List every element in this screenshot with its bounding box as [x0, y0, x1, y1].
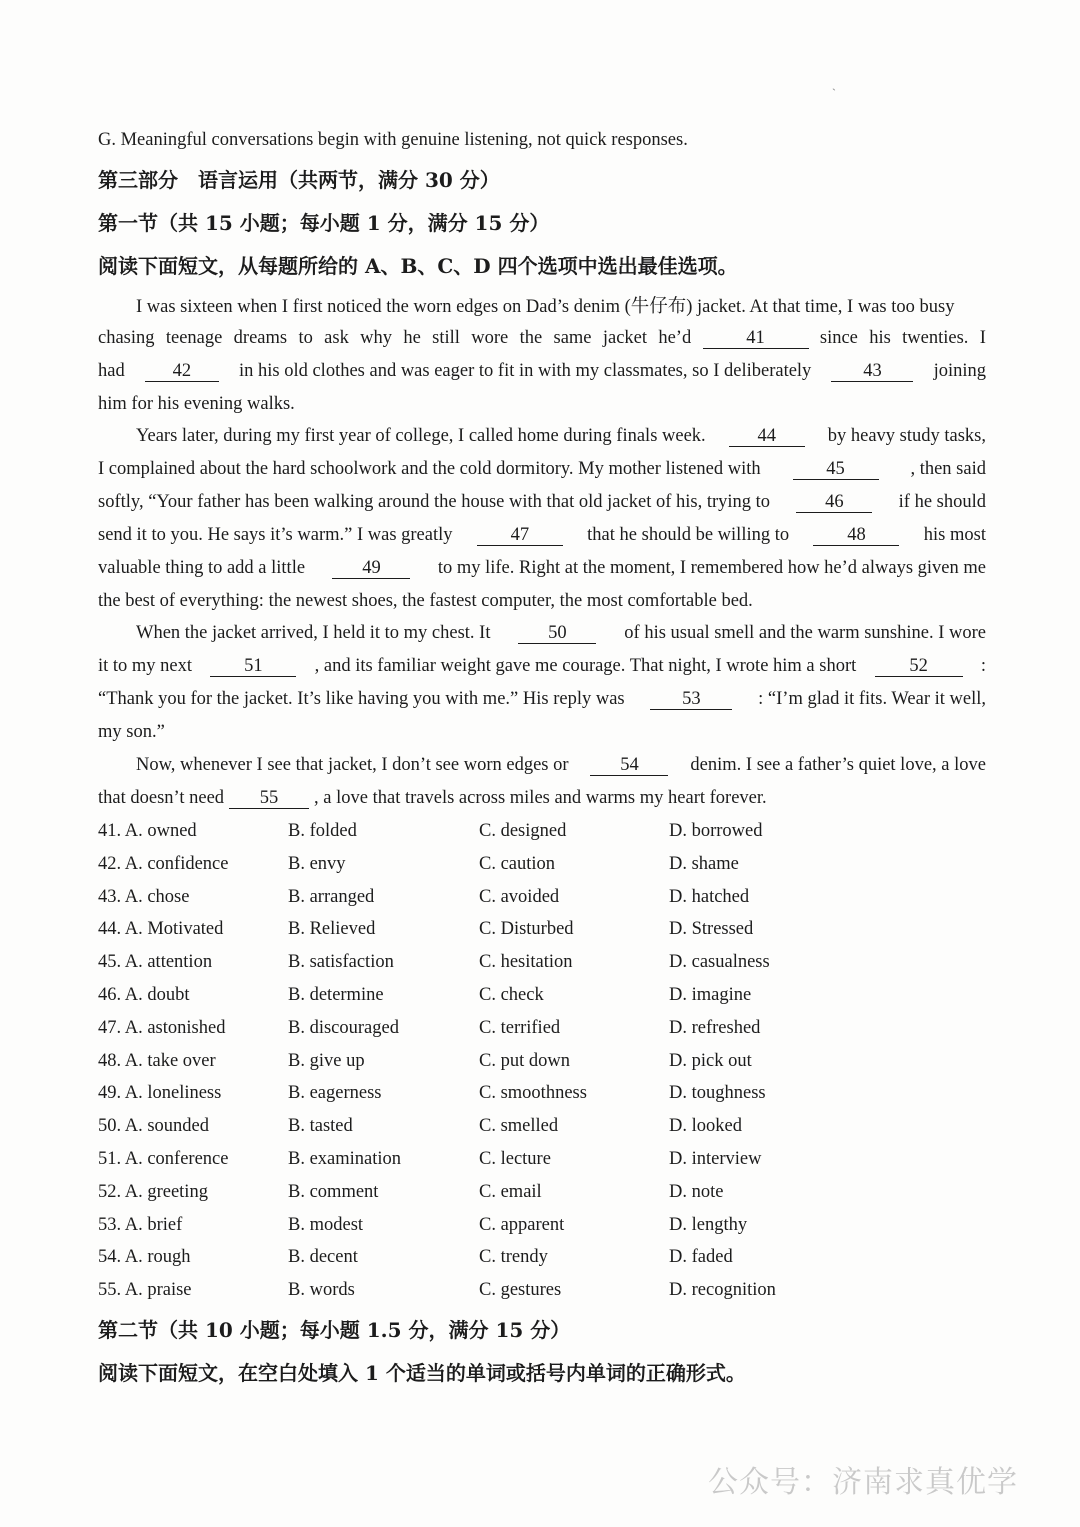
part2-title: 第二节（共 10 小题；每小题 1.5 分，满分 15 分） [98, 1318, 571, 1342]
blank-50: 50 [518, 623, 596, 644]
section-title: 第三部分 语言运用（共两节，满分 30 分） [98, 168, 500, 192]
blank-47: 47 [477, 525, 563, 546]
blank-54: 54 [590, 755, 668, 776]
passage-line: valuable thing to add a little 49 to my life. Right at the moment, I remembered how he’d always given me [98, 558, 986, 578]
blank-55: 55 [229, 788, 309, 809]
passage-line: I complained about the hard schoolwork and the cold dormitory. My mother listened with 45 , then said [98, 459, 986, 479]
passage-line: my son.” [98, 722, 165, 742]
passage-line: Years later, during my first year of college, I called home during finals week. 44 by heavy study tasks, [136, 426, 986, 446]
blank-44: 44 [729, 426, 805, 447]
blank-43: 43 [831, 361, 913, 382]
blank-52: 52 [875, 656, 963, 677]
blank-45: 45 [793, 459, 879, 480]
passage-line: it to my next 51 , and its familiar weight gave me courage. That night, I wrote him a short 52 : [98, 656, 986, 676]
blank-42: 42 [145, 361, 219, 382]
passage-line: When the jacket arrived, I held it to my chest. It 50 of his usual smell and the warm sunshine. I wore [136, 623, 986, 643]
part2-instruction: 阅读下面短文，在空白处填入 1 个适当的单词或括号内单词的正确形式。 [98, 1361, 746, 1385]
passage-line: chasing teenage dreams to ask why he still wore the same jacket he’d 41 since his twenties. I [98, 328, 986, 348]
passage-line: that doesn’t need 55 , a love that travels across miles and warms my heart forever. [98, 788, 767, 808]
passage-line: I was sixteen when I first noticed the worn edges on Dad’s denim (牛仔布) jacket. At that time, I was too busy [136, 297, 955, 317]
blank-41: 41 [703, 328, 809, 349]
passage-line: Now, whenever I see that jacket, I don’t see worn edges or 54 denim. I see a father’s quiet love, a love [136, 755, 986, 775]
passage-line: send it to you. He says it’s warm.” I was greatly 47 that he should be willing to 48 his most [98, 525, 986, 545]
blank-49: 49 [332, 558, 410, 579]
option-g-line: G. Meaningful conversations begin with genuine listening, not quick responses. [98, 130, 688, 150]
blank-53: 53 [650, 689, 732, 710]
passage-line: had 42 in his old clothes and was eager to fit in with my classmates, so I deliberately 43 joining [98, 361, 986, 381]
passage-line: him for his evening walks. [98, 394, 295, 414]
part1-instruction: 阅读下面短文，从每题所给的 A、B、C、D 四个选项中选出最佳选项。 [98, 254, 738, 278]
passage-line: the best of everything: the newest shoes, the fastest computer, the most comfortable bed. [98, 591, 753, 611]
watermark: 公众号：济南求真优学 [708, 1465, 1018, 1500]
blank-46: 46 [796, 492, 872, 513]
passage-line: softly, “Your father has been walking around the house with that old jacket of his, trying to 46 if he should [98, 492, 986, 512]
passage-line: “Thank you for the jacket. It’s like having you with me.” His reply was 53 : “I’m glad it fits. Wear it well, [98, 689, 986, 709]
part1-title: 第一节（共 15 小题；每小题 1 分，满分 15 分） [98, 211, 550, 235]
blank-48: 48 [813, 525, 899, 546]
blank-51: 51 [210, 656, 296, 677]
stray-mark: ˋ [832, 86, 836, 100]
